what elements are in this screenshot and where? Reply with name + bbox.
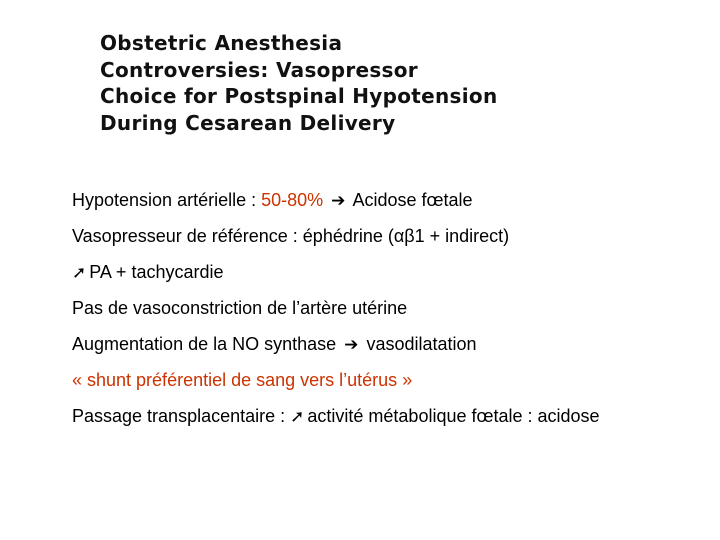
shunt-text: « shunt préférentiel de sang vers l’utérus » bbox=[72, 370, 413, 390]
paragraph-vasopressor bbox=[72, 225, 672, 247]
vasopressor-text: Vasopresseur de référence : éphédrine (αβ1 + indirect) bbox=[72, 226, 510, 246]
paragraph-transplacental bbox=[72, 405, 672, 427]
title-line-4: During Cesarean Delivery bbox=[100, 110, 396, 135]
paragraph-hypotension bbox=[72, 189, 672, 211]
title-line-3: Choice for Postspinal Hypotension bbox=[100, 84, 498, 108]
no-vasoconstriction-text: Pas de vasoconstriction de l’artère utérine bbox=[72, 298, 408, 318]
fetal-acidosis-text: Acidose fœtale bbox=[352, 190, 473, 210]
right-arrow-icon: ➔ bbox=[331, 191, 346, 210]
paragraph-no-synthase bbox=[72, 333, 672, 355]
no-synthase-text: Augmentation de la NO synthase bbox=[72, 334, 337, 354]
slide-body bbox=[72, 189, 672, 441]
right-arrow-icon: ➔ bbox=[344, 335, 359, 354]
up-right-arrow-icon: ➚ bbox=[290, 407, 305, 426]
hypotension-percentage: 50-80% bbox=[261, 190, 324, 210]
title-line-2: Controversies: Vasopressor bbox=[100, 57, 418, 82]
slide-title bbox=[100, 30, 498, 136]
hypotension-label: Hypotension artérielle : bbox=[72, 190, 262, 210]
pa-tachycardia-text: PA + tachycardie bbox=[89, 262, 224, 282]
fetal-metabolic-text: activité métabolique fœtale : acidose bbox=[307, 406, 600, 426]
up-right-arrow-icon: ➚ bbox=[72, 263, 87, 282]
paragraph-shunt bbox=[72, 369, 672, 391]
vasodilatation-text: vasodilatation bbox=[366, 334, 477, 354]
title-line-1: Obstetric Anesthesia bbox=[100, 31, 343, 55]
transplacental-label: Passage transplacentaire : bbox=[72, 406, 291, 426]
paragraph-no-vasoconstriction bbox=[72, 297, 672, 319]
paragraph-pa-tachycardia bbox=[72, 261, 672, 283]
